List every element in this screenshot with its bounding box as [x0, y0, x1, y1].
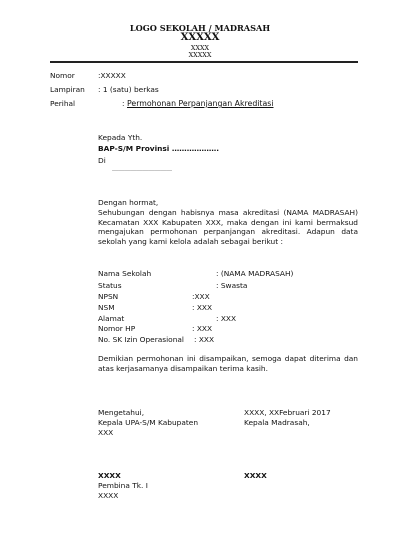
recipient-line4: …………………………	[112, 166, 172, 173]
left-sign-line3: XXX	[98, 428, 114, 437]
detail-value: : XXX	[192, 324, 213, 333]
recipient-line2: BAP-S/M Provinsi ……………….	[98, 144, 220, 153]
detail-value: :XXX	[192, 292, 210, 301]
perihal-colon: :	[122, 99, 125, 108]
detail-label: NSM	[98, 303, 115, 312]
detail-label: Nomor HP	[98, 324, 136, 333]
left-sign-line2: Kepala UPA-S/M Kabupaten	[98, 418, 199, 427]
detail-value: : XXX	[192, 303, 213, 312]
detail-value: : Swasta	[216, 281, 248, 290]
detail-value: : XXX	[216, 314, 237, 323]
closing-paragraph: Demikian permohonan ini disampaikan, semoga dapat diterima dan atas kerjasamanya disampaikan terima kasih.	[98, 354, 358, 373]
letterhead-address-line1: XXXX	[190, 44, 210, 52]
perihal-value: Permohonan Perpanjangan Akreditasi	[127, 99, 274, 108]
detail-label: Status	[98, 281, 122, 290]
left-sign-name: XXXX	[98, 471, 121, 480]
left-sign-line1: Mengetahui,	[98, 408, 145, 417]
right-sign-name: XXXX	[244, 471, 267, 480]
letterhead-address-line2: XXXXX	[188, 51, 212, 59]
right-sign-line2: Kepala Madrasah,	[244, 418, 310, 427]
detail-value: : (NAMA MADRASAH)	[216, 269, 294, 278]
letterhead-divider	[50, 61, 358, 63]
detail-label: Nama Sekolah	[98, 269, 152, 278]
left-sign-id: XXXX	[98, 491, 119, 500]
lampiran-label: Lampiran	[50, 85, 85, 94]
left-sign-rank: Pembina Tk. I	[98, 481, 148, 490]
right-sign-line1: XXXX, XXFebruari 2017	[244, 408, 331, 417]
detail-label: No. SK Izin Operasional	[98, 335, 184, 344]
detail-label: NPSN	[98, 292, 119, 301]
recipient-line3: Di	[98, 156, 106, 165]
letterhead-logo-text: LOGO SEKOLAH / MADRASAH	[129, 23, 271, 33]
intro-paragraph: Sehubungan dengan habisnya masa akreditasi (NAMA MADRASAH) Kecamatan XXX Kabupaten XXX, maka dengan ini kami bermaksud mengajukan permohonan perpanjangan akreditasi. Adapun data sekolah yang kami kelola adalah sebagai berikut :	[98, 208, 358, 246]
perihal-label: Perihal	[50, 99, 76, 108]
detail-label: Alamat	[98, 314, 125, 323]
detail-value: : XXX	[194, 335, 215, 344]
greeting: Dengan hormat,	[98, 198, 159, 207]
nomor-value: :XXXXX	[98, 71, 126, 80]
lampiran-value: : 1 (satu) berkas	[98, 85, 159, 94]
nomor-label: Nomor	[50, 71, 75, 80]
recipient-line1: Kepada Yth.	[98, 133, 143, 142]
letterhead-school-name: XXXXX	[180, 32, 220, 43]
